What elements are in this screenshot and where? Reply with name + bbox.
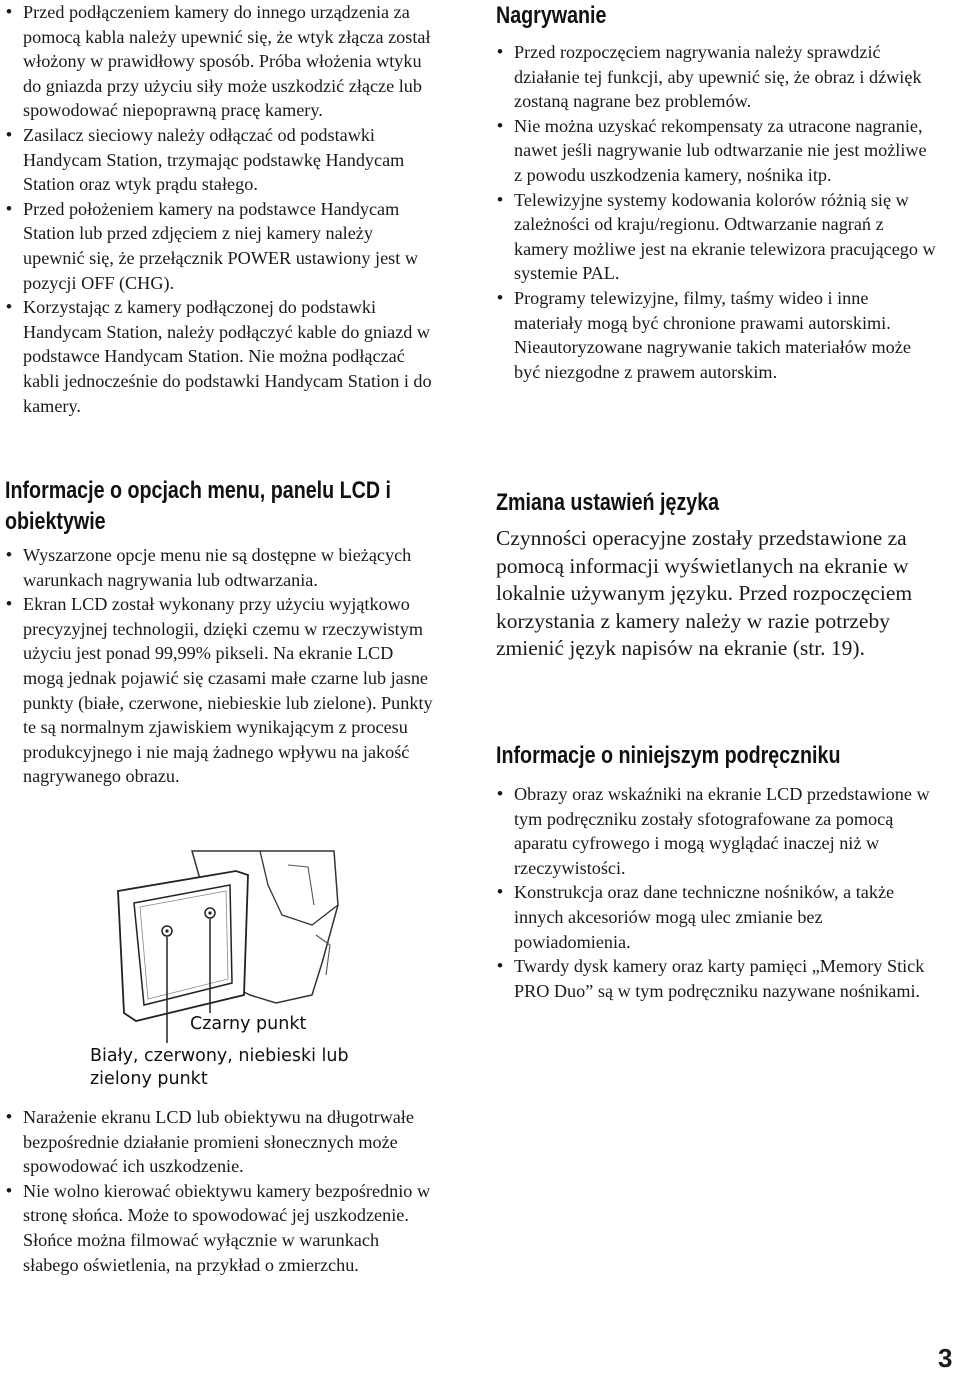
list-item: • Zasilacz sieciowy należy odłączać od podstawki Handycam Station, trzymając podstawkę Handycam Station oraz wtyk prądu stałego. [5,123,435,197]
menu-lcd-lens-list [5,543,435,789]
list-item: • Wyszarzone opcje menu nie są dostępne w bieżących warunkach nagrywania lub odtwarzania. [5,543,435,592]
lcd-pixel-figure [80,845,380,1095]
list-item: • Narażenie ekranu LCD lub obiektywu na długotrwałe bezpośrednie działanie promieni słonecznych może spowodować ich uszkodzenie. [5,1105,435,1179]
list-item: • Konstrukcja oraz dane techniczne nośników, a także innych akcesoriów mogą ulec zmianie bez powiadomienia. [496,880,936,954]
colored-point-label: Biały, czerwony, niebieski lub zielony punkt [90,1046,349,1089]
menu-lcd-lens-heading: Informacje o opcjach menu, panelu LCD i obiektywie [5,477,392,535]
list-item: • Korzystając z kamery podłączonej do podstawki Handycam Station, należy podłączyć kable do gniazd w podstawce Handycam Station. Nie można podłączać kabli jednocześnie do podstawki Handycam Station i do kamery. [5,295,435,418]
recording-list [496,40,936,384]
top-precautions-list [5,0,435,418]
recording-heading: Nagrywanie [496,2,607,29]
list-item: • Przed położeniem kamery na podstawce Handycam Station lub przed zdjęciem z niej kamery należy upewnić się, że przełącznik POWER ustawiony jest w pozycji OFF (CHG). [5,197,435,295]
list-item: • Telewizyjne systemy kodowania kolorów różnią się w zależności od kraju/regionu. Odtwarzanie nagrań z kamery możliwe jest na ekranie telewizora pracującego w systemie PAL. [496,188,936,286]
black-point-label: Czarny punkt [190,1014,307,1034]
sunlight-precautions-list [5,1105,435,1277]
list-item: • Programy telewizyjne, filmy, taśmy wideo i inne materiały mogą być chronione prawami autorskimi. Nieautoryzowane nagrywanie takich materiałów może być niezgodne z prawem autorskim. [496,286,936,384]
page-number: 3 [938,1343,953,1373]
list-item: • Nie można uzyskać rekompensaty za utracone nagranie, nawet jeśli nagrywanie lub odtwarzanie nie jest możliwe z powodu uszkodzenia kamery, nośnika itp. [496,114,936,188]
list-item: • Przed podłączeniem kamery do innego urządzenia za pomocą kabla należy upewnić się, że wtyk złącza został włożony w prawidłowy sposób. Próba włożenia wtyku do gniazda przy użyciu siły może uszkodzić złącze lub spowodować niepoprawną pracę kamery. [5,0,435,123]
list-item: • Przed rozpoczęciem nagrywania należy sprawdzić działanie tej funkcji, aby upewnić się, że obraz i dźwięk zostaną nagrane bez problemów. [496,40,936,114]
language-paragraph: Czynności operacyjne zostały przedstawione za pomocą informacji wyświetlanych na ekranie w lokalnie używanym języku. Przed rozpoczęciem korzystania z kamery należy w razie potrzeby zmienić język napisów na ekranie (str. 19). [496,526,913,661]
manual-list [496,782,936,1003]
list-item: • Nie wolno kierować obiektywu kamery bezpośrednio w stronę słońca. Może to spowodować jej uszkodzenie. Słońce można filmować wyłącznie w warunkach słabego oświetlenia, na przykład o zmierzchu. [5,1179,435,1277]
list-item: • Twardy dysk kamery oraz karty pamięci „Memory Stick PRO Duo” są w tym podręczniku nazywane nośnikami. [496,954,936,1003]
language-heading: Zmiana ustawień języka [496,489,720,516]
list-item: • Obrazy oraz wskaźniki na ekranie LCD przedstawione w tym podręczniku zostały sfotografowane za pomocą aparatu cyfrowego i mogą wyglądać inaczej niż w rzeczywistości. [496,782,936,880]
list-item: • Ekran LCD został wykonany przy użyciu wyjątkowo precyzyjnej technologii, dzięki czemu w rzeczywistym użyciu jest ponad 99,99% pikseli. Na ekranie LCD mogą jednak pojawić się czasami małe czarne lub jasne punkty (białe, czerwone, niebieskie lub zielone). Punkty te są normalnym zjawiskiem wynikającym z procesu produkcyjnego i nie mają żadnego wpływu na jakość nagrywanego obrazu. [5,592,435,789]
manual-heading: Informacje o niniejszym podręczniku [496,742,841,769]
